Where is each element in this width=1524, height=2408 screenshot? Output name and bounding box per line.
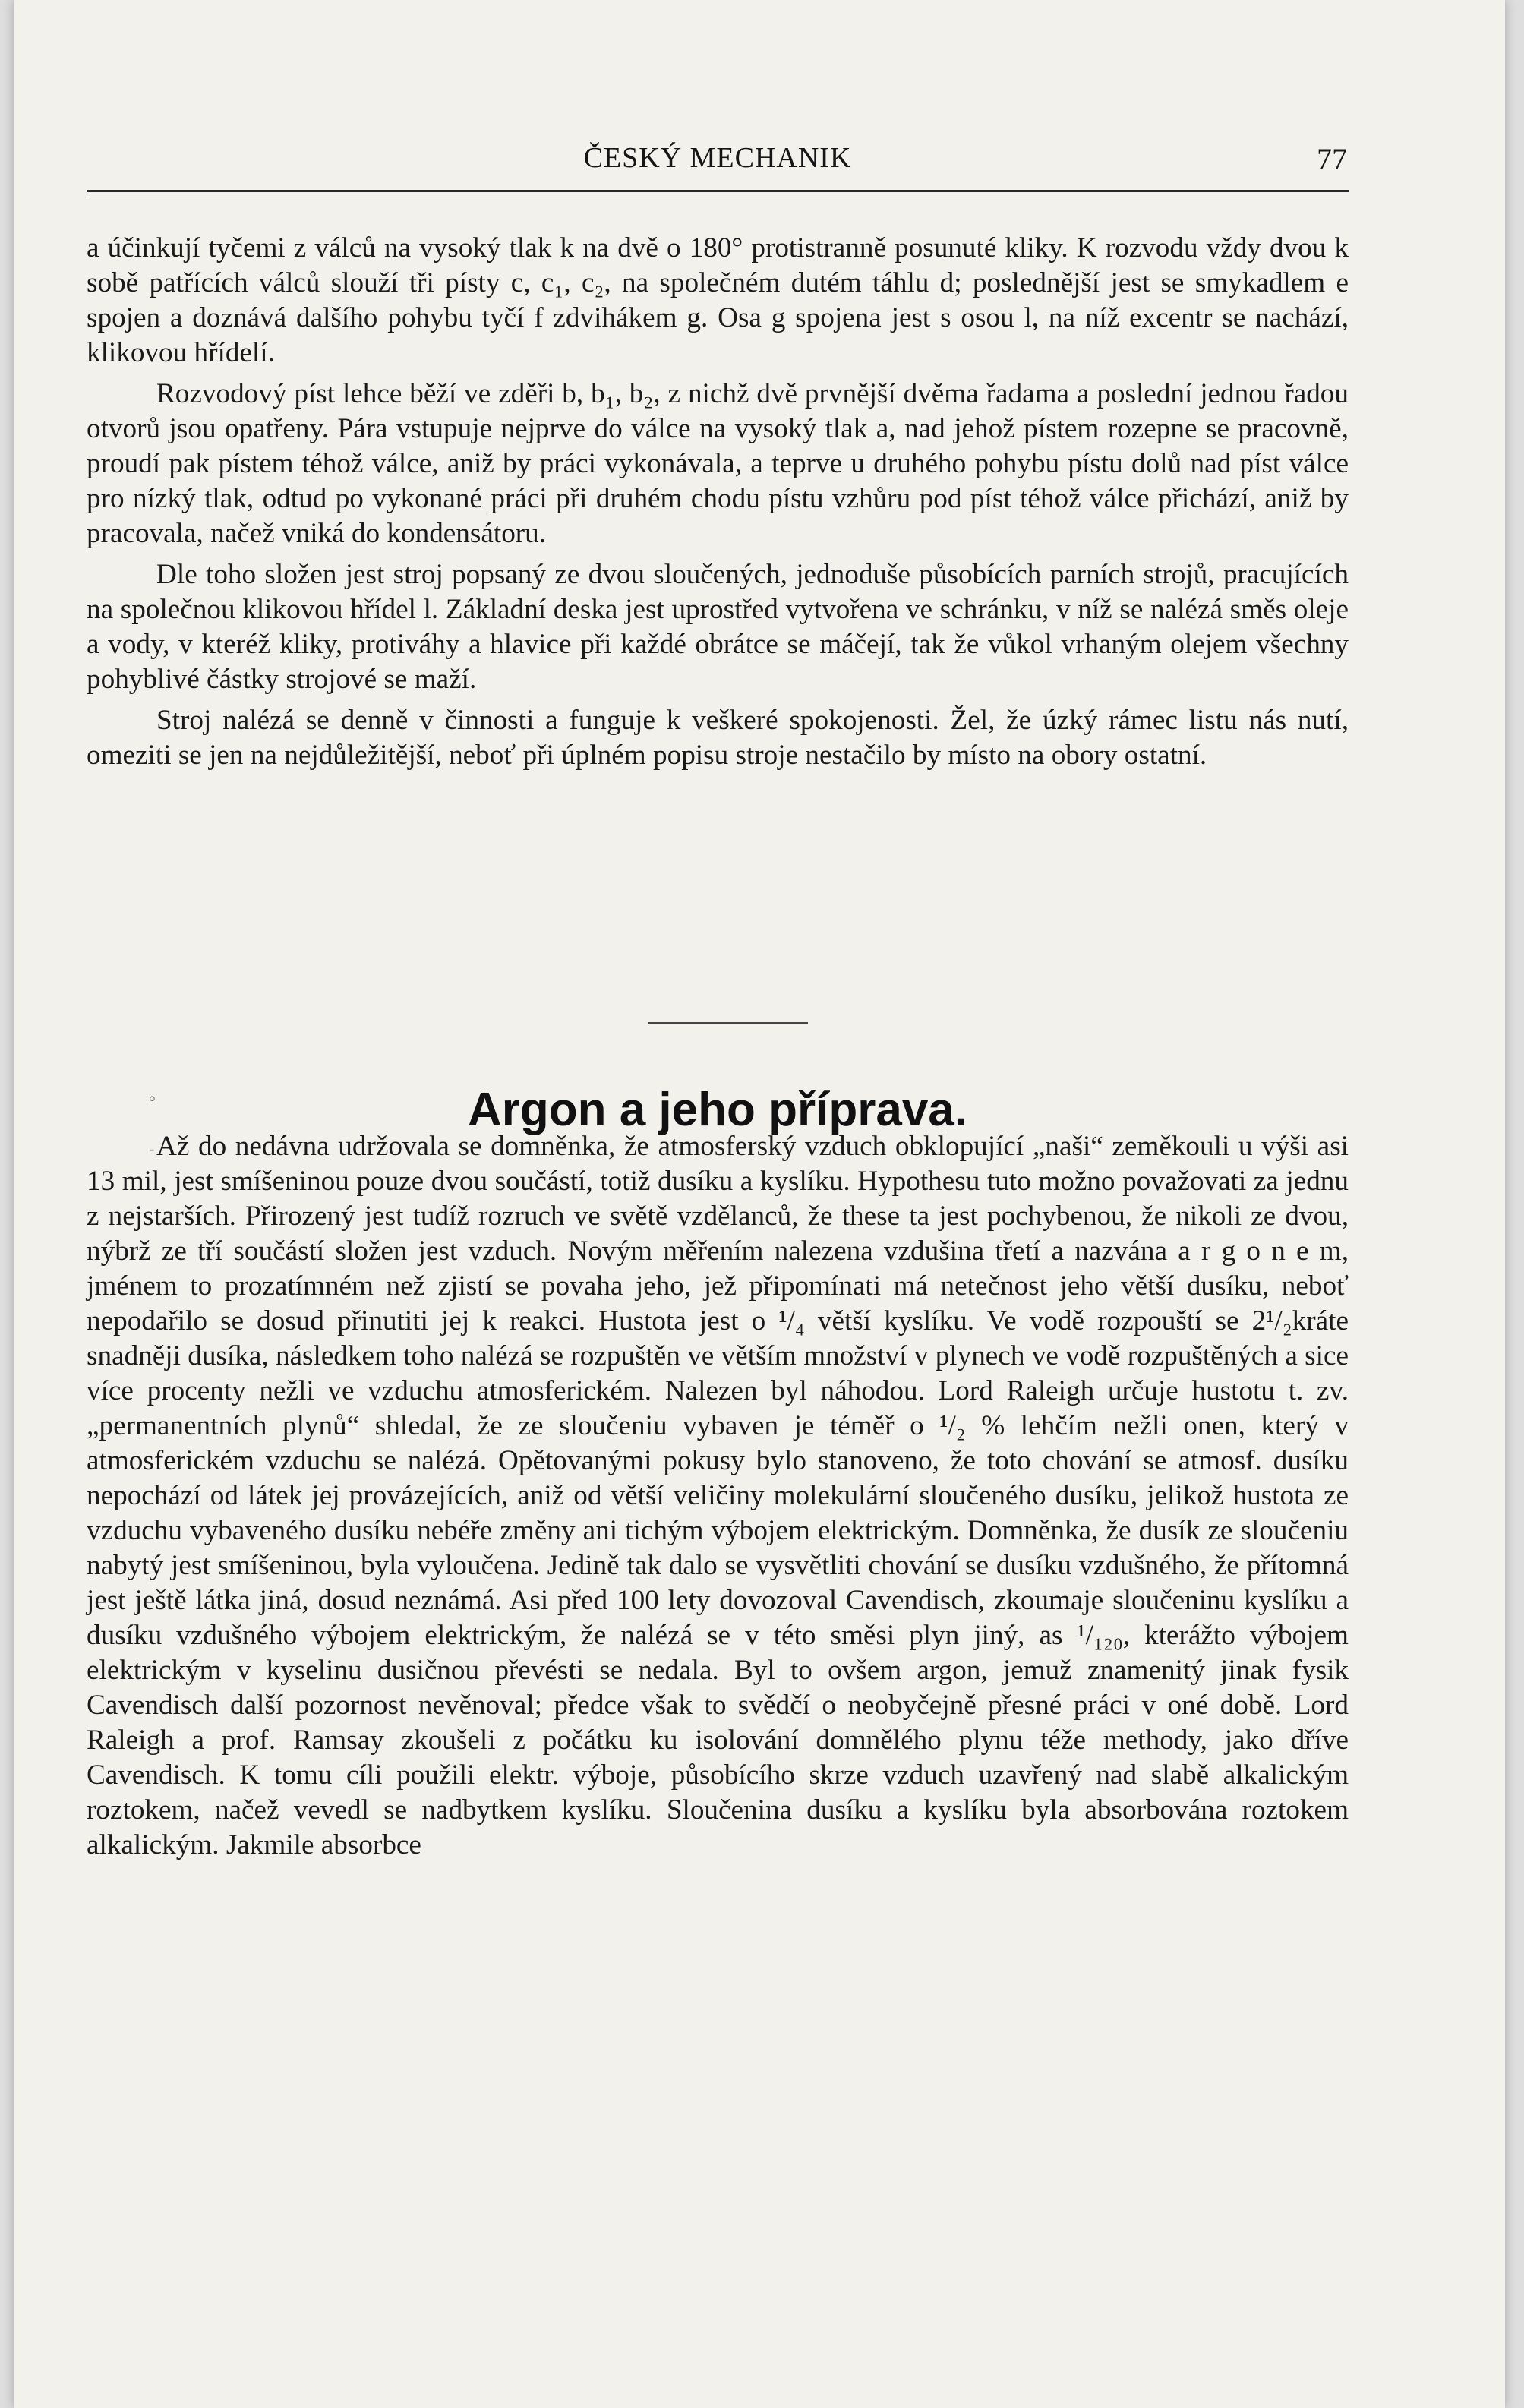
speck-mark: -: [149, 1139, 155, 1158]
running-title: ČESKÝ MECHANIK: [583, 142, 852, 174]
section-one-body: [87, 231, 1349, 773]
section-two-body: [87, 1129, 1349, 1863]
section-divider: [648, 1022, 808, 1024]
article-heading: Argon a jeho příprava.: [467, 1084, 968, 1136]
paragraph: a účinkují tyčemi z válců na vysoký tlak k na dvě o 180° protistranně posunuté kliky. K rozvodu vždy dvou k sobě patřících válců slouží tři písty c, c₁, c₂, na společném dutém táhlu d; poslednější jest se smykadlem e spojen a doznává dalšího pohybu tyčí f zdvihákem g. Osa g spojena jest s osou l, na níž excentr se nachází, klikovou hřídelí.: [87, 232, 1349, 368]
page-number: 77: [1317, 142, 1347, 176]
paragraph: Až do nedávna udržovala se domněnka, že atmosferský vzduch obklopující „naši“ zeměkouli u výši asi 13 mil, jest smíšeninou pouze dvou součástí, totiž dusíku a kyslíku. Hypothesu tuto možno považovati za jednu z nejstarších. Přirozený jest tudíž rozruch ve světě vzdělanců, že these ta jest pochybenou, že nikoli ze dvou, nýbrž ze tří součástí složen jest vzduch. Novým měřením nalezena vzdušina třetí a nazvána a r g o n e m, jménem to prozatímném než zjistí se povaha jeho, jež připomínati má netečnost jeho větší dusíku, neboť nepodařilo se dosud přinutiti jej k reakci. Hustota jest o ¹/₄ větší kyslíku. Ve vodě rozpouští se 2¹/₂kráte snadněji dusíka, následkem toho nalézá se rozpuštěn ve větším množství v plynech ve vodě rozpuštěných a sice více procenty nežli ve vzduchu atmosferickém. Nalezen byl náhodou. Lord Raleigh určuje hustotu t. zv. „permanentních plynů“ shledal, že ze sloučeniu vybaven je téměř o ¹/₂ % lehčím nežli onen, který v atmosferickém vzduchu se nalézá. Opětovanými pokusy bylo stanoveno, že toto chování se atmosf. dusíku nepochází od látek jej provázejících, aniž od větší veličiny molekulární sloučeného dusíku, jelikož hustota ze vzduchu vybaveného dusíku nebéře změny ani tichým výbojem elektrickým. Domněnka, že dusík ze sloučeniu nabytý jest smíšeninou, byla vyloučena. Jedině tak dalo se vysvětliti chování se dusíku vzdušného, že přítomná jest ještě látka jiná, dosud neznámá. Asi před 100 lety dovozoval Cavendisch, zkoumaje sloučeninu kyslíku a dusíku vzdušného výbojem elektrickým, že nalézá se v této směsi plyn jiný, as ¹/₁₂₀, kterážto výbojem elektrickým v kyselinu dusičnou převésti se nedala. Byl to ovšem argon, jemuž znamenitý jinak fysik Cavendisch další pozornost nevěnoval; předce však to svědčí o neobyčejně přesné práci v oné době. Lord Raleigh a prof. Ramsay zkoušeli z počátku ku isolování domnělého plynu téže methody, jako dříve Cavendisch. K tomu cíli použili elektr. výboje, působícího skrze vzduch uzavřený nad slabě alkalickým roztokem, načež vevedl se nadbytkem kyslíku. Sloučenina dusíku a kyslíku byla absorbována roztokem alkalickým. Jakmile absorbce: [87, 1131, 1349, 1860]
paragraph: Rozvodový píst lehce běží ve zděři b, b₁, b₂, z nichž dvě prvnější dvěma řadama a poslední jednou řadou otvorů jsou opatřeny. Pára vstupuje nejprve do válce na vysoký tlak a, nad jehož pístem rozepne se pracovně, proudí pak pístem téhož válce, aniž by práci vykonávala, a teprve u druhého pohybu pístu dolů nad píst válce pro nízký tlak, odtud po vykonané práci při druhém chodu pístu vzhůru pod píst téhož válce přichází, aniž by pracovala, načež vniká do kondensátoru.: [87, 378, 1349, 549]
paragraph: Dle toho složen jest stroj popsaný ze dvou sloučených, jednoduše působících parních strojů, pracujících na společnou klikovou hřídel l. Základní deska jest uprostřed vytvořena ve schránku, v níž se nalézá směs oleje a vody, v kteréž kliky, protiváhy a hlavice při každé obrátce se máčejí, tak že vůkol vrhaným olejem všechny pohyblivé částky strojové se maží.: [87, 559, 1349, 695]
speck-mark: °: [149, 1092, 156, 1111]
book-page: [14, 0, 1505, 2408]
running-head: [87, 138, 1349, 184]
header-rule: [87, 190, 1349, 197]
paragraph: Stroj nalézá se denně v činnosti a funguje k veškeré spokojenosti. Žel, že úzký rámec listu nás nutí, omeziti se jen na nejdůležitější, neboť při úplném popisu stroje nestačilo by místo na obory ostatní.: [87, 705, 1349, 771]
